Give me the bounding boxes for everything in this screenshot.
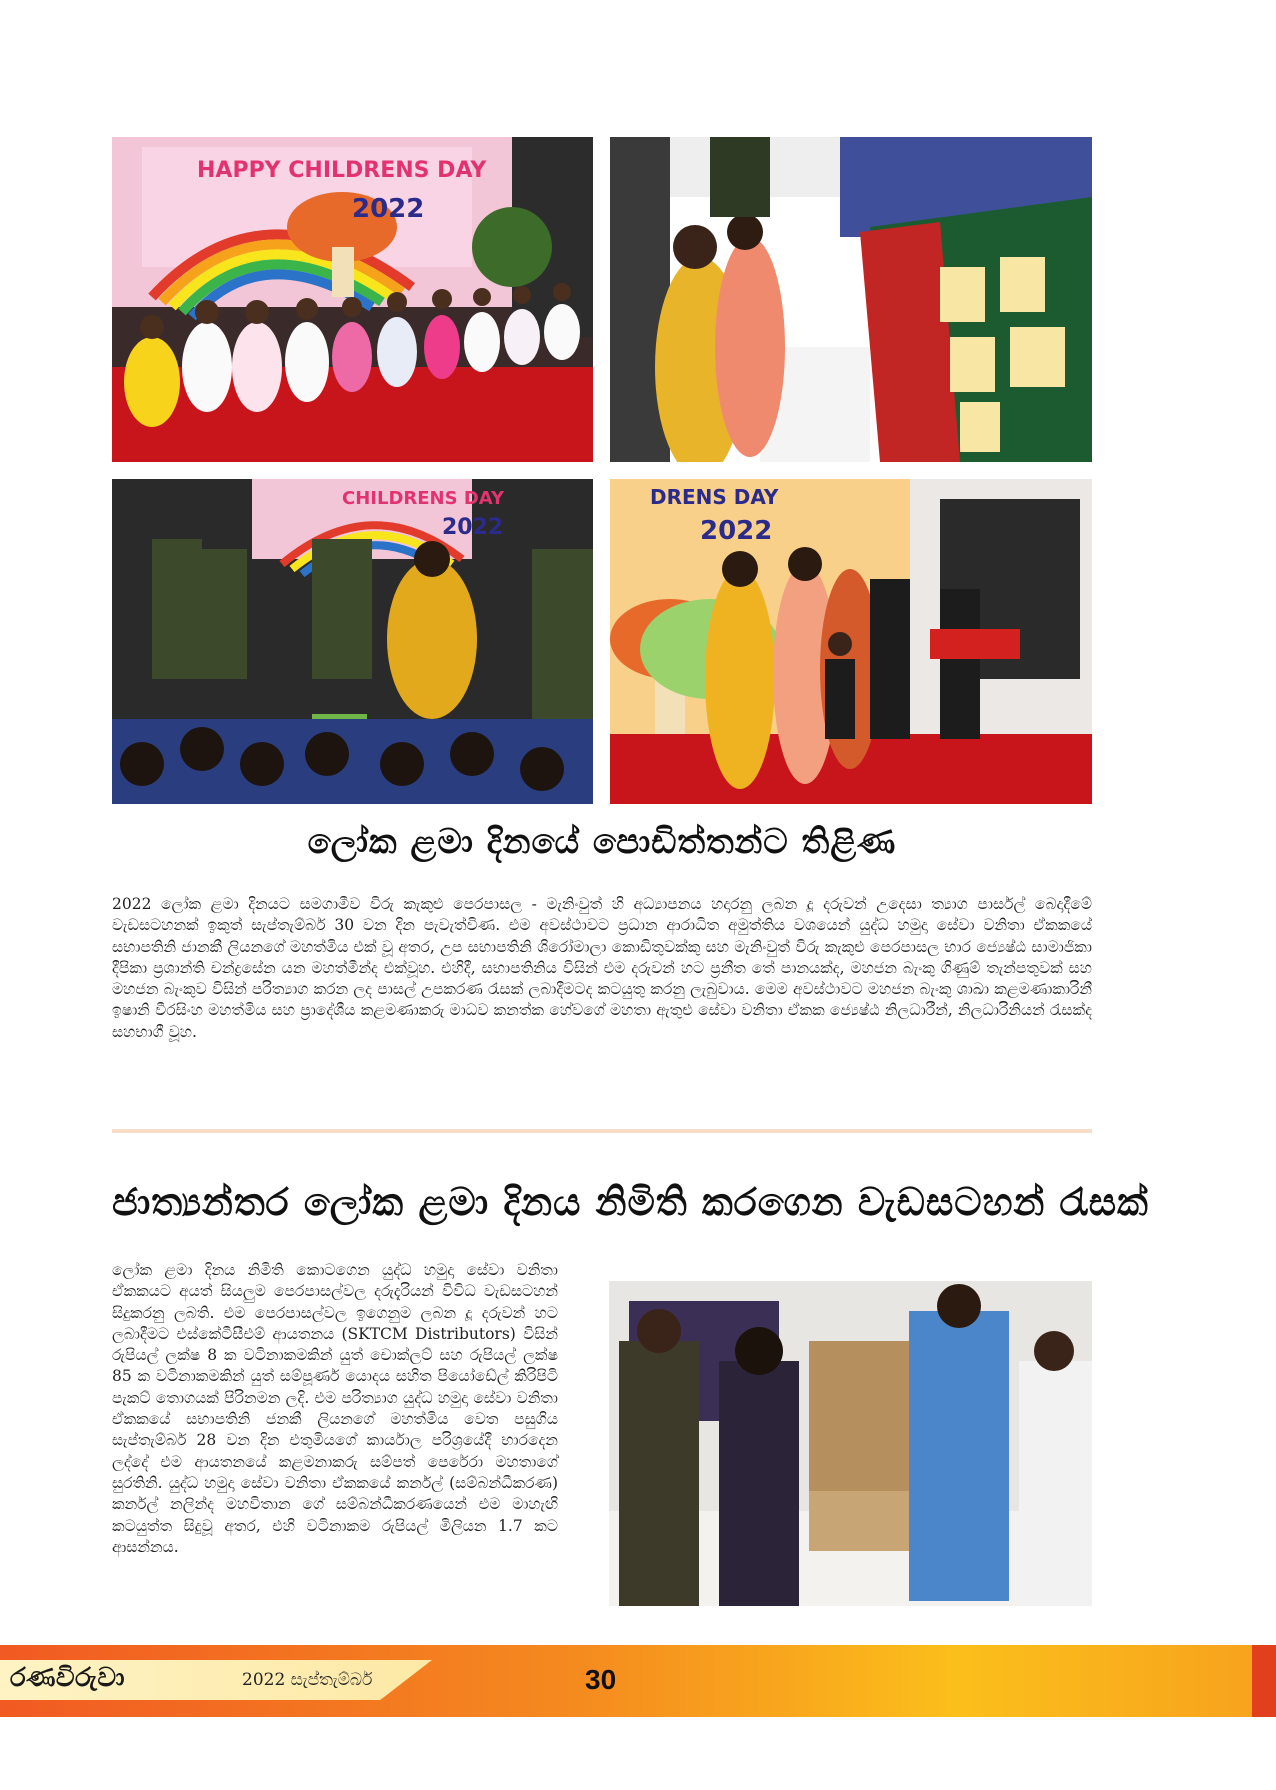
photo-4-banner-text: DRENS DAY (650, 485, 779, 509)
donation-handover-photo (609, 1281, 1092, 1606)
children-on-stage-photo (112, 137, 593, 462)
photo-3-banner-text: CHILDRENS DAY (342, 488, 505, 509)
page-number: 30 (585, 1664, 617, 1695)
article-2-headline: ජාත්‍යන්තර ලෝක ළමා දිනය නිමිති කරගෙන වැඩසටහන් රැසක් (112, 1180, 1149, 1224)
article-1-body: 2022 ලෝක ළමා දිනයට සමගාමීව විරු කැකුළු පෙරපාසල - මැනිංවුත් හි අධ්‍යාපනය හදාරනු ලබන දූ දරුවන් උදෙසා ත්‍යාග පාර්සල් බෙදාදීමේ වැඩසටහනක් ඉකුත් සැප්තැම්බර් 30 වන දින පැවැත්විණ. එම අවස්ථාවට ප්‍රධාන ආරාධිත අමුත්තිය වශයෙන් යුද්ධ හමුදා සේවා වනිතා ඒකකයේ සභාපතිනි ජානකී ලියනගේ මහත්මිය එක් වූ අතර, උප සභාපතිනි ශිරෝමාලා කොඩිතුවක්කු සහ මැනිංවුත් විරු කැකුළු පෙරපාසල භාර ජ්‍යෙෂ්ඨ සාමාජිකා දීපිකා ප්‍රශාන්ති චන්ද්‍රසේන යන මහත්මීන්ද එක්වූහ. එහිදී, සභාපතිනිය විසින් එම දරුවන් හට ප්‍රනීත තේ පානයක්ද, මහජන බැංකු ගිණුම් තැන්පතුවක් සහ මහජන බැංකුව විසින් පරිත්‍යාග කරන ලද පාසල් උපකරණ රැසක් ලබාදීමටද කටයුතු කරනු ලැබුවාය. මෙම අවස්ථාවට මහජන බැංකු ශාඛා කළමණාකාරිනී ඉෂානි වීරසිංහ මහත්මිය සහ ප්‍රාදේශීය කළමණාකරු මාධව කනත්ක හේවගේ මහතා ඇතුළු සේවා වනිතා ඒකක ජ්‍යෙෂ්ඨ නිලධාරීන්, නිලධාරිනියන් රැසක්ද සහභාගී වූහ. (112, 895, 1092, 1041)
magazine-masthead: රණවිරුවා (10, 1663, 126, 1693)
art-exhibition-visit-photo (610, 137, 1092, 462)
photo-3-banner-year: 2022 (442, 515, 504, 540)
section-divider (112, 1129, 1092, 1133)
ribbon-cutting-photo (610, 479, 1092, 804)
footer-edge-marker (1252, 1645, 1276, 1717)
gift-distribution-photo (112, 479, 593, 804)
issue-date: 2022 සැප්තැම්බර් (242, 1670, 373, 1690)
article-1-headline: ලෝක ළමා දිනයේ පොඩිත්තන්ට තිළිණ (307, 822, 897, 862)
photo-1-banner-year: 2022 (352, 194, 425, 224)
article-2-body: ලෝක ළමා දිනය නිමිති කොටගෙන යුද්ධ හමුදා සේවා වනිතා ඒකකයට අයත් සියලුම පෙරපාසල්වල දරුදැරියන් විවිධ වැඩසටහන් සිදුකරනු ලබති. එම පෙරපාසල්වල ඉගෙනුම ලබන දූ දරුවන් හට ලබාදීමට එස්කේටීසීඑම් ආයතනය (SKTCM Distributors) විසින් රුපියල් ලක්ෂ 8 ක වටිනාකමකින් යුත් චොක්ලට් සහ රුපියල් ලක්ෂ 85 ක වටිනාකමකින් යුත් සම්පූර්ණ යොදය සහිත පියෝඩේල් කිරිපිටි පැකට් තොගයක් පිරිනමන ලදි. එම පරිත්‍යාග යුද්ධ හමුදා සේවා වනිතා ඒකකයේ සභාපතිනි ජනකී ලියනගේ මහත්මිය වෙත පසුගිය සැප්තැම්බර් 28 වන දින එතුමියගේ කාර්යාල පරිශ්‍රයේදී භාරදෙන ලද්දේ එම ආයතනයේ කළමනාකරු සම්පත් පෙරේරා මහතාගේ සුරතිනි. යුද්ධ හමුදා සේවා වනිතා ඒකකයේ කර්නල් (සම්බන්ධීකරණ) කර්නල් නලින්ද මහවිතාන ගේ සම්බන්ධීකරණයෙන් එම මාහැඟි කටයුත්ත සිදුවූ අතර, එහි වටිනාකම රුපියල් මිලියන 1.7 කට ආසන්නය. (112, 1261, 558, 1556)
photo-1-banner-text: HAPPY CHILDRENS DAY (197, 158, 487, 183)
photo-4-banner-year: 2022 (700, 516, 773, 546)
